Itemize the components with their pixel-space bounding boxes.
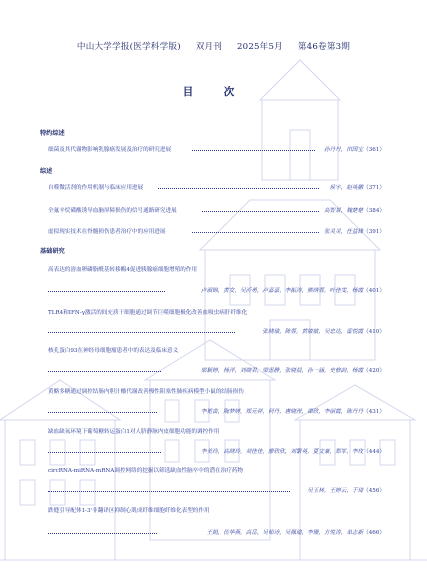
entry-authors: 张灵灵，任益锋（391） bbox=[323, 229, 385, 235]
entry-page: （371） bbox=[363, 185, 385, 191]
entry-title: 高表达的溶血卵磷脂酰基转移酶4促进胰腺癌细胞增殖的作用 bbox=[48, 267, 197, 273]
dot-leader bbox=[192, 232, 319, 233]
entry-title: 缺血缺氧环境下葡萄糖转运蛋白1对人脐静脉内皮细胞功能的调控作用 bbox=[48, 429, 220, 435]
volume-issue: 第46卷第3期 bbox=[297, 42, 351, 52]
entry-page: （361） bbox=[363, 147, 385, 153]
toc-entry[interactable] bbox=[40, 308, 385, 335]
toc-entry[interactable] bbox=[40, 466, 385, 494]
entry-page: （444） bbox=[363, 449, 385, 455]
toc-entry[interactable] bbox=[40, 183, 385, 191]
journal-header bbox=[0, 40, 427, 52]
toc-entry[interactable] bbox=[40, 206, 385, 214]
entry-page: （410） bbox=[363, 329, 385, 335]
toc-entry[interactable] bbox=[40, 265, 385, 294]
entry-authors: 高智景，魏楚楚（384） bbox=[323, 208, 385, 214]
entry-authors: 王娟，伍华燕，高岳，吴茹诗，吴佩瑜，李珊，方悦涛，单志新（466） bbox=[206, 530, 385, 536]
entry-page: （391） bbox=[363, 229, 385, 235]
toc-entry[interactable] bbox=[40, 227, 385, 235]
section-heading: 特约综述 bbox=[40, 130, 65, 137]
entry-title: TLR4和IFN-γ激活的间充质干细胞通过调节巨噬细胞极化改善血吸虫病肝纤维化 bbox=[48, 310, 248, 316]
entry-page: （420） bbox=[363, 368, 385, 374]
dot-leader bbox=[48, 491, 290, 492]
dot-leader bbox=[202, 211, 319, 212]
journal-name: 中山大学学报(医学科学版) bbox=[76, 42, 181, 52]
entry-authors: 吴玉林，王婷云，于琦（456） bbox=[307, 488, 385, 494]
toc-entry[interactable] bbox=[40, 506, 385, 536]
entry-page: （431） bbox=[363, 409, 385, 415]
entry-page: （456） bbox=[363, 488, 385, 494]
entry-title: 黄酪多糖通过调控结肠内胆汁酸代谢改善慢性阻塞性肺疾病模型小鼠的结肠损伤 bbox=[48, 389, 244, 395]
section-heading: 基础研究 bbox=[40, 248, 65, 255]
entry-authors: 张晓瑜，陈蓉，黄敏敏，吴忠达，雷悦霞（410） bbox=[262, 329, 385, 335]
entry-authors: 梁颖婷，杨洋，刘晓君，梁惠静，张晓晨，孙一涵，史修韵，杨霞（420） bbox=[200, 368, 385, 374]
dot-leader bbox=[48, 533, 157, 534]
entry-title: 自噬微活剂的作用机制与临床应用进展 bbox=[48, 185, 144, 191]
toc-entry[interactable] bbox=[40, 427, 385, 455]
entry-authors: 卢淑锦，黄女，吴沂勇，卢嘉嘉，李振涛，熊绣蓉，叶佳雯，杨霞（401） bbox=[200, 288, 385, 294]
entry-title: 跌缝引导配体1-3'非翻译区抑制心肌成纤维细胞纤维化表型的作用 bbox=[48, 508, 210, 514]
entry-authors: 孙丹丹，田国宝（361） bbox=[323, 147, 385, 153]
toc-entry[interactable] bbox=[40, 145, 385, 153]
dot-leader bbox=[48, 412, 157, 413]
section-heading: 综述 bbox=[40, 168, 53, 175]
entry-title: 核孔蛋白93在神经母细胞瘤患者中的表达及临床意义 bbox=[48, 348, 179, 354]
entry-title: 虚拟现实技术在脊髓损伤患者治疗中的应用进展 bbox=[48, 229, 166, 235]
entry-title: 全氟辛烷磺酸诱导血脑屏障损伤的信号通路研究进展 bbox=[48, 208, 177, 214]
dot-leader bbox=[48, 452, 161, 453]
entry-title: circRNA-miRNA-mRNA调控网络的挖掘以筛选缺血性脑卒中的潜在治疗药物 bbox=[48, 468, 244, 474]
dot-leader bbox=[192, 150, 315, 151]
issue-date: 2025年5月 bbox=[237, 42, 283, 52]
dot-leader bbox=[48, 332, 235, 333]
entry-authors: 李美玲，高晓玲，刘佳佳，廖欣欣，刘繁英，夏文豪，郑军，李玫（444） bbox=[200, 449, 385, 455]
toc-title: 目 次 bbox=[182, 86, 245, 98]
journal-frequency: 双月刊 bbox=[195, 42, 223, 52]
dot-leader bbox=[48, 291, 165, 292]
dot-leader bbox=[158, 188, 319, 189]
entry-authors: 侯宇，赵英鹏（371） bbox=[329, 185, 385, 191]
toc-entry[interactable] bbox=[40, 387, 385, 415]
dot-leader bbox=[48, 371, 161, 372]
entry-page: （401） bbox=[363, 288, 385, 294]
entry-page: （384） bbox=[363, 208, 385, 214]
entry-page: （466） bbox=[363, 530, 385, 536]
entry-title: 细菌及其代谢物影响乳腺癌发展及治疗的研究进展 bbox=[48, 147, 172, 153]
toc-entry[interactable] bbox=[40, 346, 385, 374]
entry-authors: 李冕苗，陶梦婷，郑元祥，何丹，唐晓滢，谭欣，李丽霞，陈丹丹（431） bbox=[200, 409, 385, 415]
